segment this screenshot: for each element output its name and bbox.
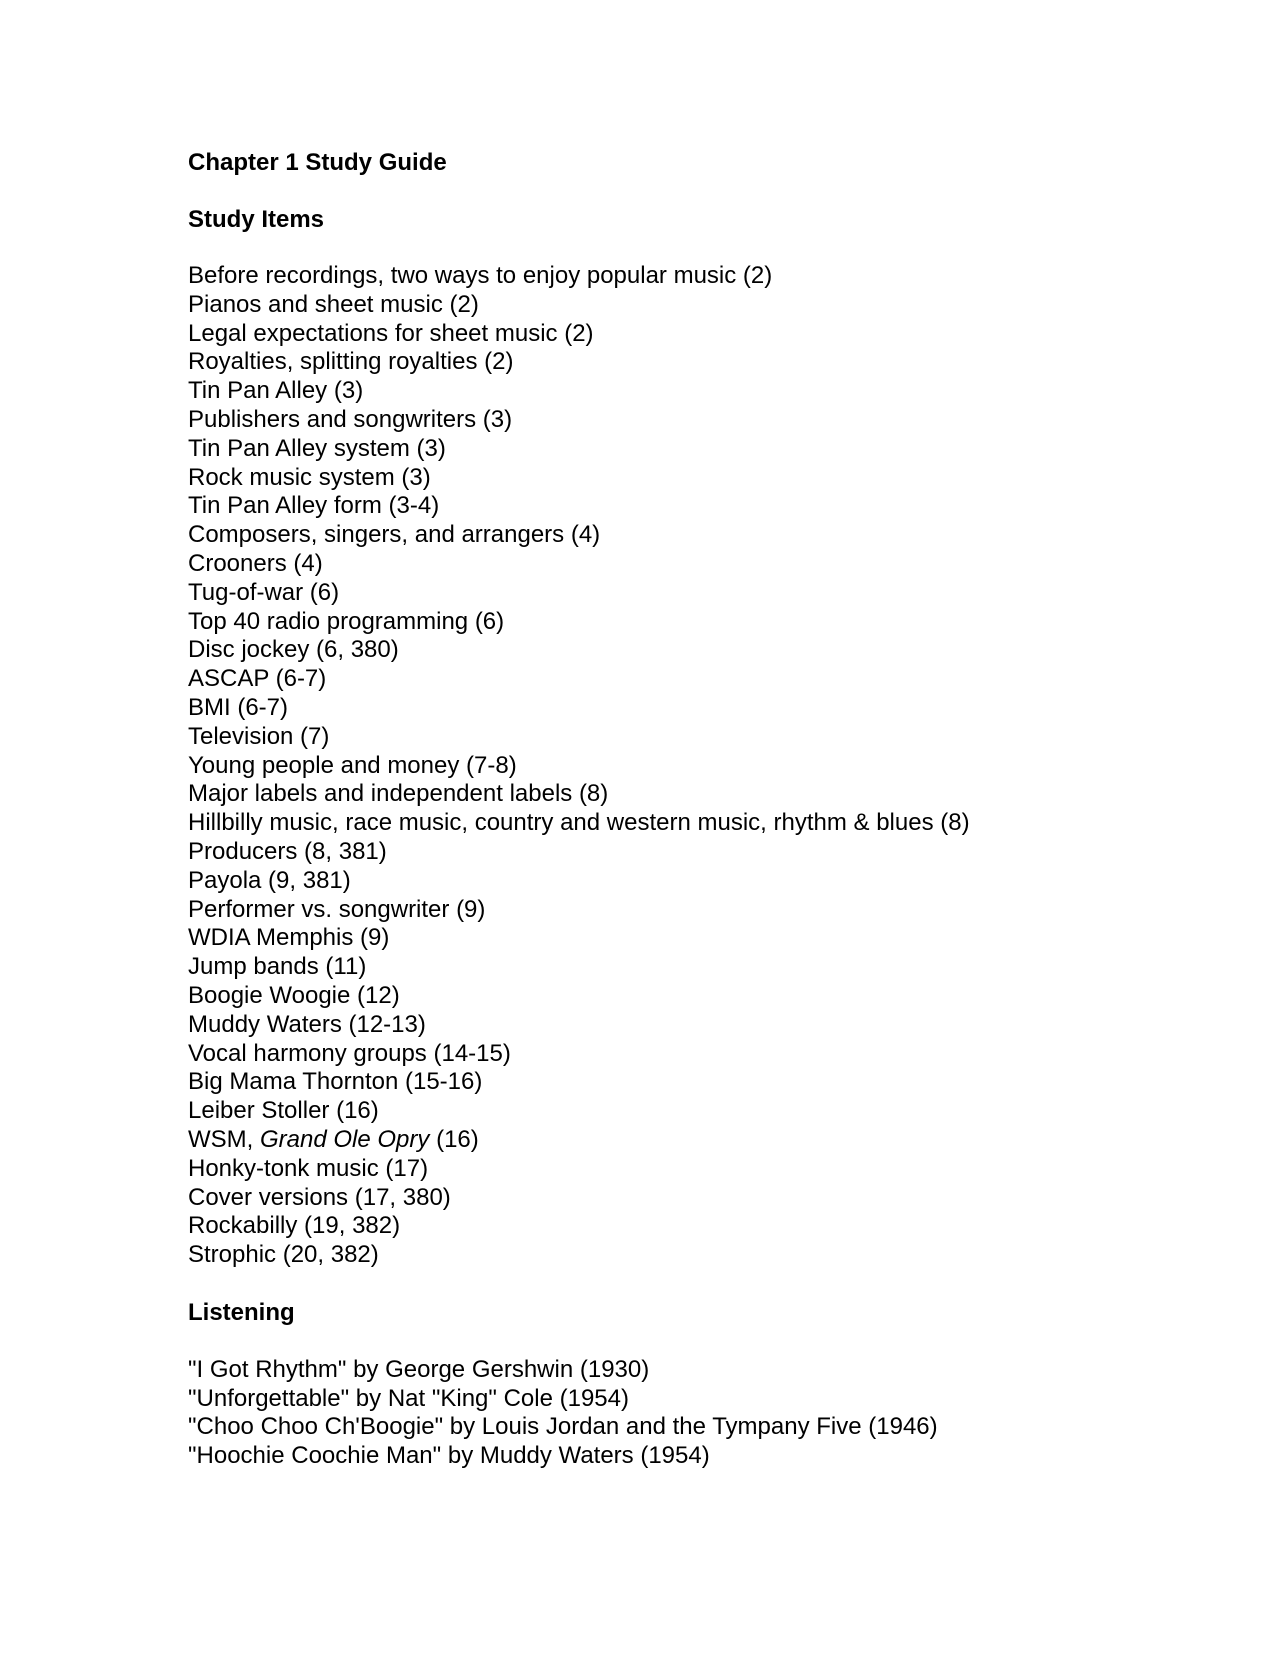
list-item: Performer vs. songwriter (9) [188,895,486,923]
list-item: Tin Pan Alley form (3-4) [188,492,440,520]
wsm-suffix: (16) [429,1125,479,1153]
listening-item: "Choo Choo Ch'Boogie" by Louis Jordan and the Tympany Five (1946) [188,1413,938,1441]
list-item: Top 40 radio programming (6) [188,607,505,635]
list-item: Before recordings, two ways to enjoy popular music (2) [188,262,773,289]
list-item: Payola (9, 381) [188,866,351,894]
list-item: Composers, singers, and arrangers (4) [188,521,601,549]
listening-item: "I Got Rhythm" by George Gershwin (1930) [188,1355,650,1383]
study-items-heading: Study Items [188,206,325,233]
list-item: Publishers and songwriters (3) [188,405,513,433]
list-item: Strophic (20, 382) [188,1241,379,1269]
list-item: Tin Pan Alley (3) [188,377,364,405]
list-item: ASCAP (6-7) [188,665,327,693]
listening-item: "Unforgettable" by Nat "King" Cole (1954) [188,1384,629,1412]
list-item: Big Mama Thornton (15-16) [188,1068,483,1096]
list-item: Royalties, splitting royalties (2) [188,348,514,376]
list-item: Pianos and sheet music (2) [188,290,479,318]
study-items-list [188,262,1188,1270]
list-item: Hillbilly music, race music, country and western music, rhythm & blues (8) [188,809,970,837]
list-item: Rockabilly (19, 382) [188,1212,401,1240]
list-item: Muddy Waters (12-13) [188,1010,426,1038]
list-item: Vocal harmony groups (14-15) [188,1039,511,1067]
list-item-wsm [188,1126,1188,1155]
list-item: Producers (8, 381) [188,837,387,865]
list-item: Jump bands (11) [188,953,367,981]
list-item: WDIA Memphis (9) [188,924,390,952]
list-item: BMI (6-7) [188,693,289,721]
list-item: Boogie Woogie (12) [188,981,400,1009]
wsm-italic-title: Grand Ole Opry [260,1125,430,1153]
list-item: Tug-of-war (6) [188,578,340,606]
list-item: Tin Pan Alley system (3) [188,434,446,462]
list-item: Television (7) [188,722,330,750]
list-item: Disc jockey (6, 380) [188,636,399,664]
wsm-prefix: WSM, [188,1125,260,1153]
listening-item: "Hoochie Coochie Man" by Muddy Waters (1954) [188,1442,710,1470]
listening-heading: Listening [188,1298,295,1326]
page-title: Chapter 1 Study Guide [188,149,447,176]
list-item: Cover versions (17, 380) [188,1183,451,1211]
list-item: Rock music system (3) [188,463,431,491]
list-item: Leiber Stoller (16) [188,1097,379,1125]
list-item: Crooners (4) [188,549,323,577]
list-item: Young people and money (7-8) [188,751,517,779]
list-item: Legal expectations for sheet music (2) [188,319,594,347]
list-item: Major labels and independent labels (8) [188,780,609,808]
document-page [188,148,1188,1471]
list-item: Honky-tonk music (17) [188,1154,429,1182]
listening-list [188,1356,1188,1471]
